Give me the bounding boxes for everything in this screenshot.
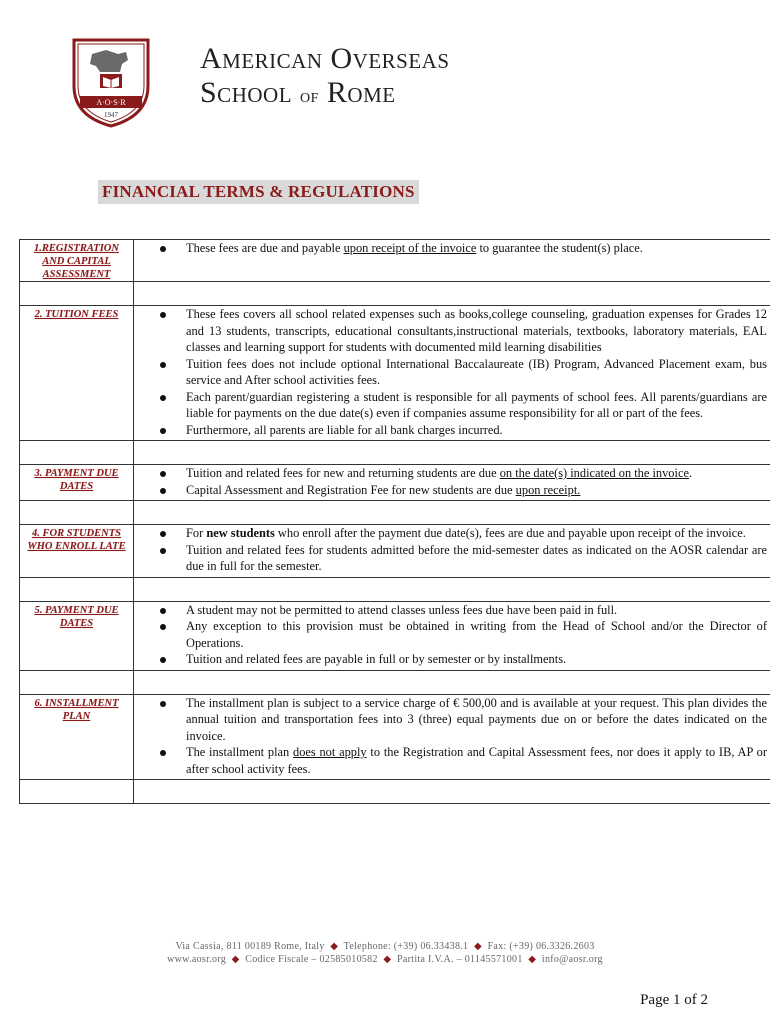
school-name-rome: Rome [326,76,396,109]
section-row [20,694,770,780]
bullet-list [134,695,770,780]
footer-fiscal-code: Codice Fiscale – 02585010582 [245,954,378,965]
spacer-cell [134,501,770,525]
footer-vat: Partita I.V.A. – 01145571001 [397,954,523,965]
bullet-text: to the Registration and Capital Assessment fees, nor does it apply to IB, AP or after school activity fees. [186,745,767,776]
spacer-row [20,670,770,694]
bullet-bold-text: new students [206,526,275,540]
spacer-cell [20,780,134,804]
spacer-cell [20,282,134,306]
bullet-item [158,744,767,777]
spacer-row [20,501,770,525]
bullet-list [134,602,770,670]
footer-fax: Fax: (+39) 06.3326.2603 [487,941,595,952]
footer-address: Via Cassia, 811 00189 Rome, Italy [175,941,325,952]
bullet-text: These fees are due and payable [186,241,344,255]
bullet-underlined-text: upon receipt. [515,482,581,497]
footer-line2 [0,953,770,966]
bullet-text: . [688,466,693,480]
spacer-cell [134,577,770,601]
spacer-cell [20,670,134,694]
section-content-cell [134,525,770,578]
section-row [20,601,770,670]
bullet-item [158,525,767,542]
spacer-cell [134,780,770,804]
school-name-line1: American Overseas [200,42,450,75]
section-row [20,465,770,501]
bullet-item: Tuition fees does not include optional International Baccalaureate (IB) Program, Advanced Placement exam, bus service and After school activities fees. [158,356,767,389]
spacer-row [20,577,770,601]
footer-separator: ◆ [525,954,540,965]
spacer-cell [134,282,770,306]
section-content-cell [134,465,770,501]
bullet-item: Furthermore, all parents are liable for all bank charges incurred. [158,422,767,439]
page-title: FINANCIAL TERMS & REGULATIONS [98,180,419,204]
bullet-item [158,465,767,482]
section-label: 5. PAYMENT DUE DATES [34,604,119,629]
page-number: Page 1 of 2 [640,992,708,1008]
spacer-cell [134,670,770,694]
footer-separator: ◆ [471,941,485,952]
bullet-text: For [186,526,207,540]
school-crest-logo [70,38,152,128]
footer-telephone: Telephone: (+39) 06.33438.1 [343,941,469,952]
bullet-underlined-text: does not apply [293,745,367,759]
bullet-text: The installment plan [186,745,293,759]
section-label: 1.REGISTRATION AND CAPITAL ASSESSMENT [34,243,119,280]
bullet-text: who enroll after the payment due date(s), fees are due and payable upon receipt of the invoice. [274,526,746,540]
spacer-cell [134,441,770,465]
section-content-cell [134,306,770,441]
spacer-row [20,780,770,804]
section-label-cell [20,525,134,578]
spacer-cell [20,577,134,601]
section-label-cell [20,601,134,670]
section-row [20,306,770,441]
section-label: 2. TUITION FEES [34,309,119,320]
spacer-cell [20,501,134,525]
bullet-item: The installment plan is subject to a service charge of € 500,00 and is available at your request. This plan divides the annual tuition and transportation fees into 3 (three) equal payments due on or before the dates indicated on the invoice. [158,695,767,745]
spacer-row [20,282,770,306]
section-label: 4. FOR STUDENTS WHO ENROLL LATE [27,528,126,552]
section-row [20,240,770,282]
bullet-list [134,306,770,440]
bullet-list [134,465,770,500]
section-label-cell [20,306,134,441]
bullet-item [158,482,767,499]
school-header [70,38,490,128]
school-name-line2 [200,76,450,113]
bullet-list [134,525,770,577]
section-row [20,525,770,578]
crest-monogram: A·O·S·R [96,98,126,107]
section-label-cell [20,465,134,501]
spacer-cell [20,441,134,465]
crest-year: 1947 [104,111,118,119]
footer-web[interactable]: www.aosr.org [167,954,227,965]
bullet-item: Any exception to this provision must be obtained in writing from the Head of School and/or the Director of Operations. [158,618,767,651]
school-name [200,42,450,113]
spacer-row [20,441,770,465]
bullet-underlined-text: on the date(s) indicated on the invoice [499,466,689,480]
bullet-underlined-text: upon receipt of the invoice [343,241,477,255]
bullet-text: Tuition and related fees for new and returning students are due [186,466,500,480]
bullet-text: to guarantee the student(s) place. [476,241,643,255]
section-content-cell [134,601,770,670]
section-label-cell [20,240,134,282]
school-name-of: of [300,85,319,107]
footer-line1 [0,940,770,953]
section-content-cell [134,240,770,282]
footer-email[interactable]: info@aosr.org [541,954,603,965]
footer-separator: ◆ [228,954,243,965]
footer-separator: ◆ [327,941,342,952]
bullet-list [134,240,770,259]
section-content-cell [134,694,770,780]
terms-table [19,239,770,804]
footer-separator: ◆ [380,954,395,965]
bullet-item: Each parent/guardian registering a student is responsible for all payments of school fees. All parents/guardians are liable for payments on the due date(s) even if companies assume responsibility for all or part of the fees. [158,389,767,422]
bullet-item: These fees covers all school related expenses such as books,college counseling, graduation expenses for Grades 12 and 13 students, transcripts, educational consultants,instructional materials, textbooks, laboratory materials, EAL classes and learning support for students with documented mild learning disabilities [158,306,767,356]
terms-table-body [20,240,770,804]
school-name-school: School [200,76,293,109]
section-label: 6. INSTALLMENT PLAN [34,697,119,722]
bullet-item: A student may not be permitted to attend classes unless fees due have been paid in full. [158,602,767,619]
section-label: 3. PAYMENT DUE DATES [34,468,119,492]
page-footer [0,940,770,966]
section-label-cell [20,694,134,780]
bullet-text: Capital Assessment and Registration Fee for new students are due [186,482,516,497]
bullet-item [158,240,767,257]
bullet-item: Tuition and related fees for students admitted before the mid-semester dates as indicated on the AOSR calendar are due in full for the semester. [158,542,767,575]
bullet-item: Tuition and related fees are payable in full or by semester or by installments. [158,651,767,668]
